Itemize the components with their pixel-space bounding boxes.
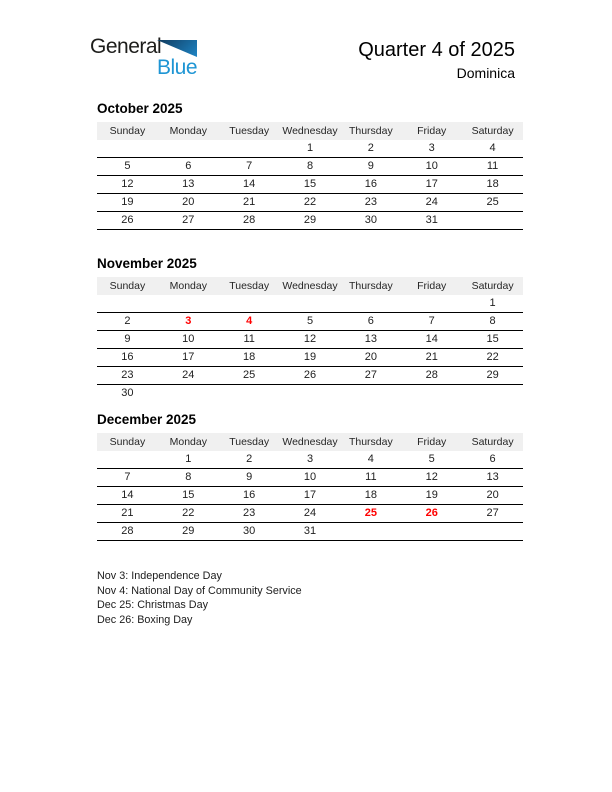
page-subtitle: Dominica	[456, 65, 515, 81]
day-cell: 14	[121, 489, 134, 501]
day-cell: 19	[425, 489, 438, 501]
day-cell: 16	[364, 178, 377, 190]
day-cell: 11	[243, 333, 255, 345]
week-row	[97, 487, 523, 505]
day-cell: 20	[486, 489, 499, 501]
weekday-label: Wednesday	[282, 125, 338, 137]
day-cell: 4	[367, 453, 374, 465]
week-row	[97, 367, 523, 385]
holiday-note-line: Dec 26: Boxing Day	[97, 613, 193, 626]
weekday-label: Saturday	[471, 280, 514, 292]
day-cell-empty	[462, 212, 523, 229]
day-cell: 16	[243, 489, 256, 501]
day-cell: 25	[486, 196, 499, 208]
day-cell-empty	[280, 385, 341, 403]
day-cell-empty	[158, 385, 219, 403]
week-row	[97, 385, 523, 403]
weekday-label: Thursday	[348, 280, 393, 292]
day-cell: 5	[428, 453, 435, 465]
month-section-november	[97, 256, 523, 403]
day-cell: 28	[425, 369, 438, 381]
day-cell: 18	[364, 489, 377, 501]
weekday-header-row	[97, 122, 523, 140]
day-cell: 13	[182, 178, 195, 190]
day-cell: 26	[425, 507, 438, 519]
week-row	[97, 194, 523, 212]
day-cell: 18	[243, 351, 256, 363]
day-cell-empty	[219, 295, 280, 312]
day-cell: 20	[364, 351, 377, 363]
day-cell: 15	[486, 333, 499, 345]
day-cell: 25	[364, 507, 377, 519]
day-cell-empty	[340, 385, 401, 403]
day-cell: 5	[124, 160, 131, 172]
day-cell: 27	[364, 369, 377, 381]
week-row	[97, 349, 523, 367]
day-cell: 6	[367, 315, 374, 327]
day-cell: 12	[121, 178, 134, 190]
day-cell-empty	[401, 295, 462, 312]
header-title-block	[358, 38, 515, 82]
holiday-note-line: Nov 4: National Day of Community Service	[97, 584, 302, 597]
day-cell-empty	[462, 385, 523, 403]
month-title: December 2025	[97, 412, 197, 427]
weekday-label: Saturday	[471, 436, 514, 448]
day-cell: 12	[425, 471, 438, 483]
day-cell: 31	[303, 525, 317, 537]
day-cell: 28	[121, 525, 134, 537]
week-row	[97, 140, 523, 158]
day-cell-empty	[219, 385, 280, 403]
weekday-label: Friday	[417, 280, 447, 292]
day-cell: 10	[425, 160, 438, 172]
day-cell: 2	[367, 142, 374, 154]
logo-text-general: General	[90, 35, 162, 58]
weekday-header-row	[97, 277, 523, 295]
week-row	[97, 331, 523, 349]
weekday-label: Friday	[417, 125, 447, 137]
day-cell: 23	[364, 196, 377, 208]
week-row	[97, 176, 523, 194]
weekday-label: Tuesday	[229, 436, 270, 448]
day-cell-empty	[340, 523, 401, 540]
day-cell: 21	[121, 507, 134, 519]
week-row	[97, 212, 523, 230]
day-cell: 22	[486, 351, 499, 363]
month-grid	[97, 451, 523, 541]
day-cell: 5	[306, 315, 314, 327]
day-cell: 23	[243, 507, 256, 519]
day-cell: 13	[364, 333, 377, 345]
month-grid	[97, 140, 523, 230]
day-cell-empty	[401, 523, 462, 540]
day-cell: 26	[121, 214, 134, 226]
weekday-label: Sunday	[109, 436, 146, 448]
week-row	[97, 469, 523, 487]
day-cell: 26	[303, 369, 317, 381]
day-cell: 11	[486, 160, 499, 172]
day-cell: 9	[124, 333, 131, 345]
weekday-label: Tuesday	[229, 125, 270, 137]
day-cell: 13	[486, 471, 499, 483]
day-cell: 23	[121, 369, 134, 381]
weekday-label: Wednesday	[282, 436, 338, 448]
week-row	[97, 523, 523, 541]
day-cell: 6	[489, 453, 496, 465]
holiday-notes	[97, 569, 302, 627]
page-title: Quarter 4 of 2025	[358, 39, 515, 61]
day-cell: 8	[489, 315, 496, 327]
day-cell: 30	[243, 525, 256, 537]
day-cell: 15	[303, 178, 317, 190]
week-row	[97, 158, 523, 176]
day-cell: 29	[182, 525, 195, 537]
month-title: November 2025	[97, 256, 197, 271]
day-cell: 19	[121, 196, 134, 208]
holiday-note-line: Nov 3: Independence Day	[97, 570, 222, 582]
holiday-note-line: Dec 25: Christmas Day	[97, 599, 209, 611]
day-cell: 1	[185, 453, 192, 465]
day-cell: 25	[243, 369, 256, 381]
month-section-october	[97, 101, 523, 230]
day-cell: 21	[243, 196, 256, 208]
day-cell: 11	[365, 471, 377, 483]
day-cell-empty	[462, 523, 523, 540]
weekday-label: Monday	[169, 436, 207, 448]
weekday-label: Monday	[169, 280, 207, 292]
day-cell: 1	[489, 297, 496, 309]
day-cell: 3	[185, 315, 192, 327]
logo-text-blue: Blue	[156, 56, 197, 79]
day-cell: 14	[425, 333, 438, 345]
day-cell: 6	[185, 160, 192, 172]
weekday-label: Saturday	[471, 125, 514, 137]
month-section-december	[97, 412, 523, 541]
day-cell: 9	[246, 471, 253, 483]
day-cell: 27	[182, 214, 195, 226]
day-cell: 22	[303, 196, 317, 208]
day-cell-empty	[280, 295, 341, 312]
day-cell: 4	[246, 315, 253, 327]
day-cell: 12	[303, 333, 317, 345]
day-cell-empty	[97, 451, 158, 468]
day-cell: 7	[246, 160, 253, 172]
weekday-label: Tuesday	[229, 280, 270, 292]
day-cell: 14	[243, 178, 256, 190]
day-cell: 9	[367, 160, 374, 172]
logo-triangle-icon	[157, 40, 197, 57]
month-title: October 2025	[97, 101, 183, 116]
weekday-header-row	[97, 433, 523, 451]
day-cell: 17	[425, 178, 438, 190]
weekday-label: Thursday	[348, 436, 393, 448]
day-cell: 7	[428, 315, 435, 327]
day-cell: 17	[182, 351, 195, 363]
week-row	[97, 295, 523, 313]
day-cell: 24	[425, 196, 438, 208]
day-cell: 2	[124, 315, 131, 327]
day-cell-empty	[340, 295, 401, 312]
day-cell: 20	[182, 196, 195, 208]
weekday-label: Thursday	[348, 125, 393, 137]
day-cell: 21	[425, 351, 438, 363]
day-cell: 2	[246, 453, 253, 465]
day-cell: 22	[182, 507, 195, 519]
day-cell-empty	[158, 295, 219, 312]
day-cell: 1	[306, 142, 314, 154]
day-cell-empty	[219, 140, 280, 157]
day-cell-empty	[158, 140, 219, 157]
day-cell: 28	[243, 214, 256, 226]
month-grid	[97, 295, 523, 403]
general-blue-logo	[90, 36, 200, 84]
day-cell-empty	[97, 295, 158, 312]
day-cell: 4	[489, 142, 496, 154]
day-cell: 29	[303, 214, 317, 226]
weekday-label: Wednesday	[282, 280, 338, 292]
day-cell: 27	[486, 507, 499, 519]
day-cell: 7	[124, 471, 131, 483]
weekday-label: Sunday	[109, 280, 146, 292]
day-cell: 16	[121, 351, 134, 363]
week-row	[97, 451, 523, 469]
day-cell: 10	[182, 333, 195, 345]
day-cell: 3	[306, 453, 314, 465]
day-cell: 24	[182, 369, 195, 381]
day-cell: 30	[121, 387, 134, 399]
day-cell-empty	[97, 140, 158, 157]
day-cell: 10	[303, 471, 317, 483]
day-cell: 31	[425, 214, 438, 226]
day-cell: 30	[364, 214, 377, 226]
day-cell: 8	[306, 160, 314, 172]
weekday-label: Sunday	[109, 125, 146, 137]
weekday-label: Monday	[169, 125, 207, 137]
day-cell-empty	[401, 385, 462, 403]
day-cell: 15	[182, 489, 195, 501]
day-cell: 29	[486, 369, 499, 381]
day-cell: 8	[185, 471, 192, 483]
day-cell: 24	[303, 507, 317, 519]
day-cell: 17	[303, 489, 317, 501]
day-cell: 19	[303, 351, 317, 363]
week-row	[97, 313, 523, 331]
week-row	[97, 505, 523, 523]
day-cell: 3	[428, 142, 435, 154]
weekday-label: Friday	[417, 436, 447, 448]
day-cell: 18	[486, 178, 499, 190]
